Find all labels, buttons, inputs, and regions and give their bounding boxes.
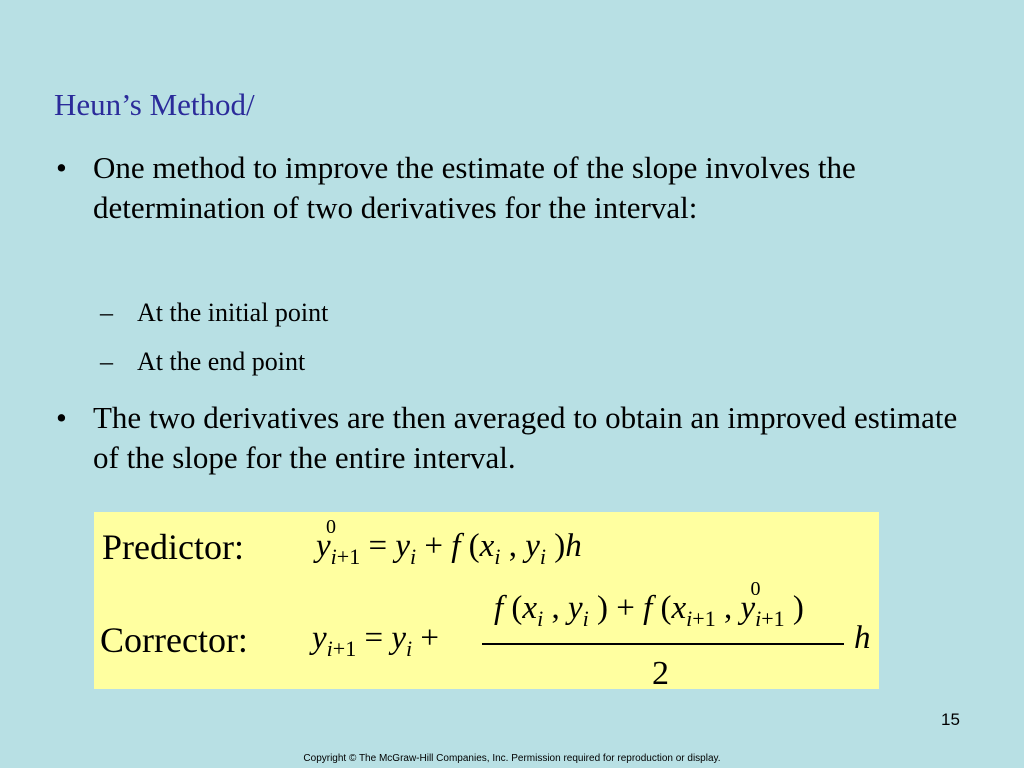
predictor-equation: y 0 $_{i+1} = y_i + f$ ($x_i$ , $y_i$ )h — [316, 516, 582, 569]
bullet-text: One method to improve the estimate of the slope involves the determination of two derivatives for the interval: — [93, 150, 856, 225]
sub-bullet-marker: – — [100, 298, 113, 327]
corrector-label: Corrector: — [100, 620, 248, 660]
corrector-numerator: f ($x_i$ , $y_i$ ) + f ($x_{i+1}$ , y 0 $_{i+1}$ ) — [494, 578, 804, 631]
bullet-marker: • — [56, 150, 67, 185]
corrector-lhs: $y_{i+1} = y_i$ + — [312, 620, 439, 661]
copyright-notice: Copyright © The McGraw-Hill Companies, Inc. Permission required for reproduction or display. — [303, 753, 721, 764]
slide-title: Heun’s Method/ — [54, 87, 255, 122]
formula-box — [94, 512, 879, 692]
fraction-bar — [482, 643, 844, 645]
sub-bullet-text: At the end point — [137, 347, 306, 376]
bullet-marker: • — [56, 400, 67, 435]
predictor-label: Predictor: — [102, 527, 244, 567]
sub-bullet-marker: – — [100, 347, 113, 376]
corrector-denominator: 2 — [652, 655, 669, 692]
bullet-text: The two derivatives are then averaged to obtain an improved estimate of the slope for the entire interval. — [93, 400, 958, 475]
corrector-step-size: h — [854, 620, 871, 656]
page-number: 15 — [941, 710, 960, 729]
sub-bullet-text: At the initial point — [137, 298, 329, 327]
